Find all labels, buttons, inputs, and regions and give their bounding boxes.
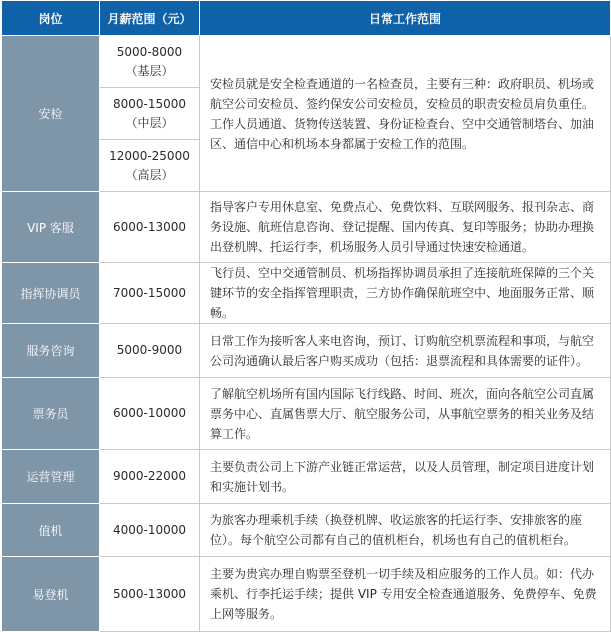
description-cell: 日常工作为接听客人来电咨询，预订、订购航空机票流程和事项，与航空公司沟通确认最后客户购买成功（包括：退票流程和具体需要的证件）。 [200, 324, 611, 378]
salary-cell [100, 140, 200, 192]
salary-cell [100, 88, 200, 140]
position-cell: 易登机 [2, 557, 100, 632]
header-scope: 日常工作范围 [200, 1, 611, 36]
salary-level: （高层） [125, 167, 174, 182]
salary-cell: 6000-10000 [100, 378, 200, 450]
salary-cell: 5000-9000 [100, 324, 200, 378]
salary-value: 12000-25000 [109, 148, 190, 163]
salary-value: 8000-15000 [112, 96, 187, 111]
salary-cell: 9000-22000 [100, 450, 200, 504]
table-row [2, 263, 611, 324]
table-row [2, 504, 611, 557]
header-position: 岗位 [2, 1, 100, 36]
table-row [2, 450, 611, 504]
position-cell: 值机 [2, 504, 100, 557]
salary-cell [100, 36, 200, 88]
salary-level: （基层） [125, 63, 174, 78]
position-cell: VIP 客服 [2, 192, 100, 263]
description-cell: 飞行员、空中交通管制员、机场指挥协调员承担了连接航班保障的三个关键环节的安全指挥管理职责，三方协作确保航班空中、地面服务正常、顺畅。 [200, 263, 611, 324]
position-cell: 票务员 [2, 378, 100, 450]
table-row [2, 557, 611, 632]
position-cell: 服务咨询 [2, 324, 100, 378]
description-cell: 指导客户专用休息室、免费点心、免费饮料、互联网服务、报刊杂志、商务设施、航班信息咨询、登记提醒、国内传真、复印等服务；协助办理换出登机牌、托运行李，机场服务人员引导通过快速安检通道。 [200, 192, 611, 263]
description-cell: 为旅客办理乘机手续（换登机牌、收运旅客的托运行李、安排旅客的座位）。每个航空公司都有自己的值机柜台，机场也有自己的值机柜台。 [200, 504, 611, 557]
salary-value: 5000-8000 [116, 44, 183, 59]
salary-cell: 5000-13000 [100, 557, 200, 632]
position-cell: 运营管理 [2, 450, 100, 504]
table-row [2, 36, 611, 88]
salary-cell: 4000-10000 [100, 504, 200, 557]
position-cell: 指挥协调员 [2, 263, 100, 324]
description-cell: 了解航空机场所有国内国际飞行线路、时间、班次，面向各航空公司直属票务中心、直属售票大厅、航空服务公司，从事航空票务的相关业务及结算工作。 [200, 378, 611, 450]
table-header-row [2, 1, 611, 36]
description-cell: 主要为贵宾办理自购票至登机一切手续及相应服务的工作人员。如：代办乘机、行李托运手续；提供 VIP 专用安全检查通道服务、免费停车、免费上网等服务。 [200, 557, 611, 632]
description-cell: 主要负责公司上下游产业链正常运营，以及人员管理，制定项目进度计划和实施计划书。 [200, 450, 611, 504]
table-row [2, 192, 611, 263]
table-row [2, 378, 611, 450]
salary-table [1, 0, 611, 632]
description-cell: 安检员就是安全检查通道的一名检查员，主要有三种：政府职员、机场或航空公司安检员、签约保安公司安检员，安检员的职责安检员肩负重任。工作人员通道、货物传送装置、身份证检查台、空中交通管制塔台、加油区、通信中心和机场本身都属于安检工作的范围。 [200, 36, 611, 192]
salary-cell: 7000-15000 [100, 263, 200, 324]
position-cell: 安检 [2, 36, 100, 192]
header-salary: 月薪范围（元） [100, 1, 200, 36]
salary-level: （中层） [125, 115, 174, 130]
salary-cell: 6000-13000 [100, 192, 200, 263]
table-row [2, 324, 611, 378]
